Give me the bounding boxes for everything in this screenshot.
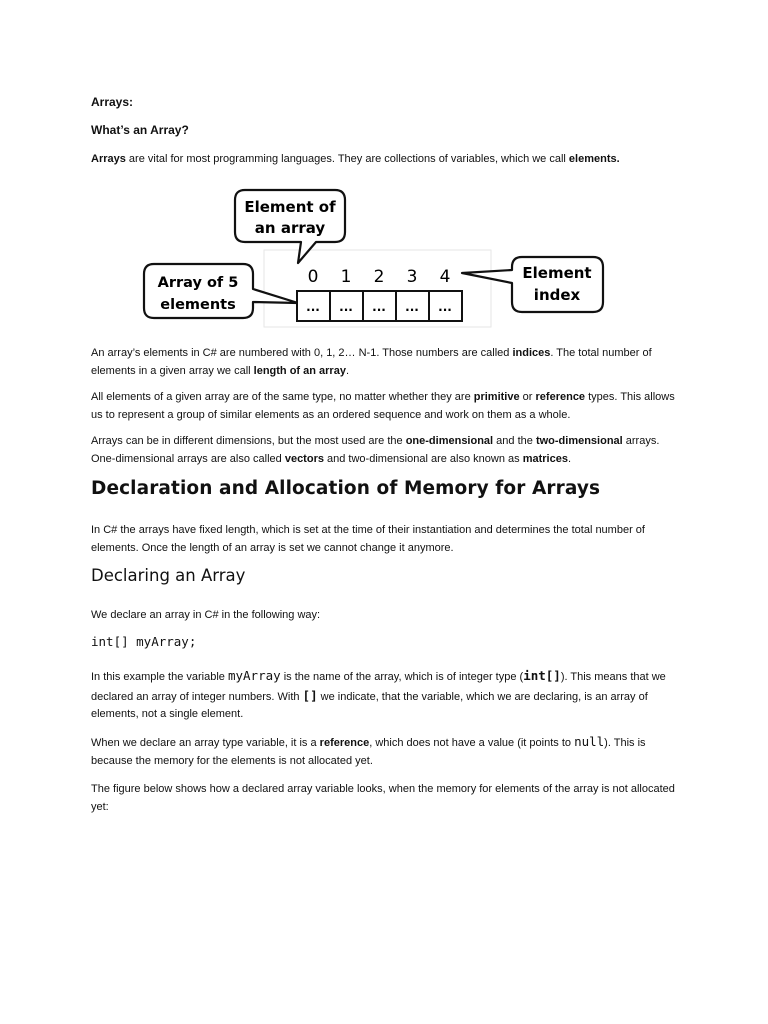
callout-element-of-array (235, 190, 345, 263)
paragraph-declare-way: We declare an array in C# in the following way: (91, 609, 321, 621)
array-figure (140, 185, 610, 330)
index-label: 2 (373, 267, 385, 287)
heading-declaring-array: Declaring an Array (91, 566, 246, 585)
callout-element-index (462, 257, 603, 312)
heading-declaration-allocation: Declaration and Allocation of Memory for Arrays (91, 478, 601, 499)
paragraph-reference: When we declare an array type variable, it is a reference, which does not have a value (it points to null). This is because the memory for the elements is not allocated yet. (91, 734, 646, 767)
intro-paragraph: Arrays are vital for most programming languages. They are collections of variables, which we call elements. (91, 153, 620, 165)
paragraph-fixed-length: In C# the arrays have fixed length, which is set at the time of their instantiation and determines the total number of elements. Once the length of an array is set we cannot change it anymore. (91, 524, 645, 554)
array-cell-value: ... (405, 300, 419, 314)
paragraph-same-type: All elements of a given array are of the same type, no matter whether they are primitive or reference types. This allows us to represent a group of similar elements as an ordered sequence and work on them as a whole. (91, 391, 675, 421)
callout-index-line1: Element (522, 264, 592, 282)
index-label: 3 (406, 267, 418, 287)
callout-array-line1: Array of 5 (157, 275, 239, 291)
index-label: 1 (340, 267, 352, 287)
paragraph-dimensions: Arrays can be in different dimensions, but the most used are the one-dimensional and the two-dimensional arrays. One-dimensional arrays are also called vectors and two-dimensional are also known as matrices. (91, 435, 660, 465)
heading-arrays: Arrays: (91, 95, 134, 109)
callout-array-line2: elements (160, 297, 236, 313)
array-cell-value: ... (306, 300, 320, 314)
paragraph-example: In this example the variable myArray is the name of the array, which is of integer type (int[]). This means that we declared an array of integer numbers. With [] we indicate, that the variable, which we are declaring, is an array of elements, not a single element. (91, 668, 666, 720)
code-declaration: int[] myArray; (91, 634, 197, 649)
callout-index-line2: index (533, 286, 581, 304)
paragraph-indices: An array’s elements in C# are numbered with 0, 1, 2… N-1. Those numbers are called indices. The total number of elements in a given array we call length of an array. (91, 347, 652, 377)
index-label: 0 (307, 267, 319, 287)
callout-element-line2: an array (254, 219, 326, 237)
array-cell-value: ... (372, 300, 386, 314)
array-cell-value: ... (438, 300, 452, 314)
array-cells (297, 291, 462, 321)
heading-whats-an-array: What’s an Array? (91, 123, 189, 137)
callout-element-line1: Element of (244, 198, 336, 216)
array-cell-value: ... (339, 300, 353, 314)
index-label: 4 (439, 267, 451, 287)
paragraph-figure-below: The figure below shows how a declared array variable looks, when the memory for elements of the array is not allocated yet: (91, 783, 675, 813)
callout-array-of-5 (144, 264, 298, 318)
